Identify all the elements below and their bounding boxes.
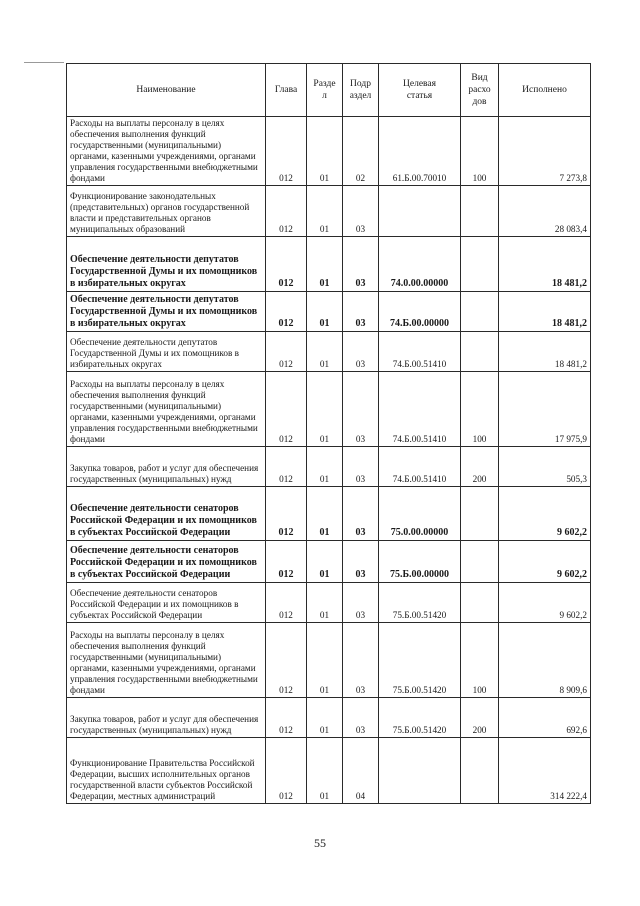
row-glava: 012 bbox=[266, 237, 307, 292]
row-glava: 012 bbox=[266, 583, 307, 623]
row-glava: 012 bbox=[266, 698, 307, 738]
row-razdel: 01 bbox=[307, 487, 343, 541]
row-statya: 74.Б.00.51410 bbox=[379, 332, 461, 372]
row-sum: 314 222,4 bbox=[499, 738, 591, 804]
table-header-row bbox=[67, 64, 591, 117]
row-statya: 75.0.00.00000 bbox=[379, 487, 461, 541]
row-vid: 100 bbox=[461, 623, 499, 698]
header-name: Наименование bbox=[67, 64, 266, 117]
row-name: Расходы на выплаты персоналу в целях обеспечения выполнения функций государственными (муниципальными) органами, казенными учреждениями, органами управления государственными внебюджетными фондами bbox=[67, 372, 266, 447]
row-glava: 012 bbox=[266, 447, 307, 487]
row-glava: 012 bbox=[266, 541, 307, 583]
row-podrazdel: 03 bbox=[343, 237, 379, 292]
row-podrazdel: 03 bbox=[343, 623, 379, 698]
header-ispolneno: Исполнено bbox=[499, 64, 591, 117]
row-vid bbox=[461, 541, 499, 583]
row-statya: 61.Б.00.70010 bbox=[379, 117, 461, 186]
row-glava: 012 bbox=[266, 738, 307, 804]
row-podrazdel: 02 bbox=[343, 117, 379, 186]
row-name: Обеспечение деятельности депутатов Государственной Думы и их помощников в избирательных округах bbox=[67, 292, 266, 332]
row-vid: 100 bbox=[461, 117, 499, 186]
budget-execution-table bbox=[66, 63, 591, 804]
row-podrazdel: 03 bbox=[343, 447, 379, 487]
row-razdel: 01 bbox=[307, 447, 343, 487]
row-statya: 75.Б.00.51420 bbox=[379, 583, 461, 623]
row-statya: 74.Б.00.51410 bbox=[379, 372, 461, 447]
row-vid bbox=[461, 237, 499, 292]
row-sum: 505,3 bbox=[499, 447, 591, 487]
row-sum: 18 481,2 bbox=[499, 237, 591, 292]
table-row bbox=[67, 738, 591, 804]
row-sum: 8 909,6 bbox=[499, 623, 591, 698]
row-glava: 012 bbox=[266, 332, 307, 372]
row-podrazdel: 03 bbox=[343, 332, 379, 372]
row-name: Обеспечение деятельности сенаторов Российской Федерации и их помощников в субъектах Российской Федерации bbox=[67, 541, 266, 583]
row-podrazdel: 03 bbox=[343, 487, 379, 541]
row-glava: 012 bbox=[266, 372, 307, 447]
row-name: Функционирование законодательных (представительных) органов государственной власти и представительных органов муниципальных образований bbox=[67, 186, 266, 237]
table-row bbox=[67, 583, 591, 623]
row-podrazdel: 03 bbox=[343, 372, 379, 447]
row-sum: 9 602,2 bbox=[499, 541, 591, 583]
row-vid: 100 bbox=[461, 372, 499, 447]
row-razdel: 01 bbox=[307, 623, 343, 698]
header-glava: Глава bbox=[266, 64, 307, 117]
table-row bbox=[67, 698, 591, 738]
row-statya: 74.Б.00.51410 bbox=[379, 447, 461, 487]
row-vid bbox=[461, 583, 499, 623]
row-name: Расходы на выплаты персоналу в целях обеспечения выполнения функций государственными (муниципальными) органами, казенными учреждениями, органами управления государственными внебюджетными фондами bbox=[67, 117, 266, 186]
row-razdel: 01 bbox=[307, 372, 343, 447]
row-glava: 012 bbox=[266, 117, 307, 186]
page-edge-mark bbox=[24, 62, 64, 63]
row-vid bbox=[461, 332, 499, 372]
row-statya bbox=[379, 738, 461, 804]
row-razdel: 01 bbox=[307, 332, 343, 372]
header-statya: Целевая статья bbox=[379, 64, 461, 117]
header-vid: Вид расхо дов bbox=[461, 64, 499, 117]
row-sum: 692,6 bbox=[499, 698, 591, 738]
table-row bbox=[67, 292, 591, 332]
row-vid bbox=[461, 292, 499, 332]
row-name: Закупка товаров, работ и услуг для обеспечения государственных (муниципальных) нужд bbox=[67, 447, 266, 487]
table-row bbox=[67, 623, 591, 698]
row-podrazdel: 03 bbox=[343, 186, 379, 237]
row-razdel: 01 bbox=[307, 237, 343, 292]
row-statya: 75.Б.00.51420 bbox=[379, 698, 461, 738]
row-glava: 012 bbox=[266, 487, 307, 541]
row-name: Обеспечение деятельности депутатов Государственной Думы и их помощников в избирательных округах bbox=[67, 332, 266, 372]
table-row bbox=[67, 332, 591, 372]
row-glava: 012 bbox=[266, 292, 307, 332]
row-razdel: 01 bbox=[307, 117, 343, 186]
row-sum: 9 602,2 bbox=[499, 583, 591, 623]
row-razdel: 01 bbox=[307, 541, 343, 583]
row-name: Обеспечение деятельности сенаторов Российской Федерации и их помощников в субъектах Российской Федерации bbox=[67, 583, 266, 623]
row-statya: 74.0.00.00000 bbox=[379, 237, 461, 292]
page-number: 55 bbox=[314, 836, 326, 850]
row-statya bbox=[379, 186, 461, 237]
row-sum: 7 273,8 bbox=[499, 117, 591, 186]
row-razdel: 01 bbox=[307, 698, 343, 738]
row-razdel: 01 bbox=[307, 292, 343, 332]
row-vid bbox=[461, 186, 499, 237]
row-sum: 17 975,9 bbox=[499, 372, 591, 447]
row-podrazdel: 04 bbox=[343, 738, 379, 804]
row-statya: 75.Б.00.51420 bbox=[379, 623, 461, 698]
row-razdel: 01 bbox=[307, 583, 343, 623]
row-name: Обеспечение деятельности сенаторов Российской Федерации и их помощников в субъектах Российской Федерации bbox=[67, 487, 266, 541]
table-row bbox=[67, 447, 591, 487]
row-sum: 28 083,4 bbox=[499, 186, 591, 237]
row-razdel: 01 bbox=[307, 738, 343, 804]
row-vid bbox=[461, 487, 499, 541]
row-podrazdel: 03 bbox=[343, 698, 379, 738]
row-razdel: 01 bbox=[307, 186, 343, 237]
row-vid: 200 bbox=[461, 698, 499, 738]
row-podrazdel: 03 bbox=[343, 292, 379, 332]
row-statya: 74.Б.00.00000 bbox=[379, 292, 461, 332]
row-vid: 200 bbox=[461, 447, 499, 487]
table-row bbox=[67, 541, 591, 583]
table-row bbox=[67, 117, 591, 186]
row-glava: 012 bbox=[266, 186, 307, 237]
table-row bbox=[67, 372, 591, 447]
row-glava: 012 bbox=[266, 623, 307, 698]
table-row bbox=[67, 237, 591, 292]
row-sum: 9 602,2 bbox=[499, 487, 591, 541]
row-name: Расходы на выплаты персоналу в целях обеспечения выполнения функций государственными (муниципальными) органами, казенными учреждениями, органами управления государственными внебюджетными фондами bbox=[67, 623, 266, 698]
row-name: Функционирование Правительства Российской Федерации, высших исполнительных органов государственной власти субъектов Российской Федерации, местных администраций bbox=[67, 738, 266, 804]
row-vid bbox=[461, 738, 499, 804]
table-row bbox=[67, 487, 591, 541]
row-sum: 18 481,2 bbox=[499, 292, 591, 332]
header-podrazdel: Подр аздел bbox=[343, 64, 379, 117]
row-name: Закупка товаров, работ и услуг для обеспечения государственных (муниципальных) нужд bbox=[67, 698, 266, 738]
row-podrazdel: 03 bbox=[343, 583, 379, 623]
header-razdel: Разде л bbox=[307, 64, 343, 117]
row-name: Обеспечение деятельности депутатов Государственной Думы и их помощников в избирательных округах bbox=[67, 237, 266, 292]
table-row bbox=[67, 186, 591, 237]
row-statya: 75.Б.00.00000 bbox=[379, 541, 461, 583]
row-sum: 18 481,2 bbox=[499, 332, 591, 372]
row-podrazdel: 03 bbox=[343, 541, 379, 583]
